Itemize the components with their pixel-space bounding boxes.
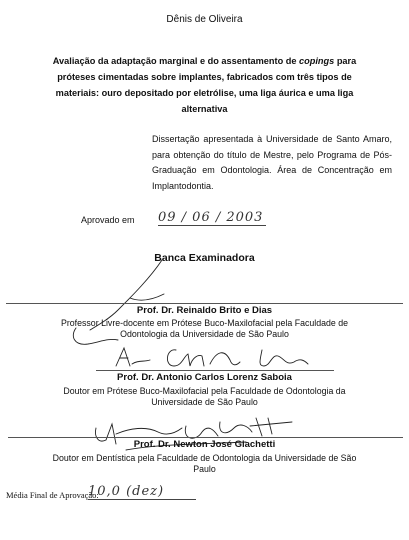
signature-line-2 — [96, 370, 334, 371]
examiner-3-desc-line-2: Paulo — [193, 464, 216, 474]
signature-line-1 — [6, 303, 403, 304]
thesis-title — [18, 53, 391, 117]
approval-date: 09 / 06 / 2003 — [158, 210, 266, 226]
final-grade-label: Média Final de Aprovação: — [6, 490, 99, 500]
examiner-2-desc-line-1: Doutor em Prótese Buco-Maxilofacial pela Faculdade de Odontologia da — [63, 386, 346, 396]
title-emphasis: copings — [299, 56, 335, 66]
dissertation-statement: Dissertação apresentada à Universidade de Santo Amaro, para obtenção do título de Mestre, pelo Programa de Pós-Graduação em Odontologia. Área de Concentração em Implantodontia. — [152, 134, 392, 191]
title-line-3: materiais: ouro depositado por eletrólise, uma liga áurica e uma liga — [55, 88, 354, 98]
title-line-1: Avaliação da adaptação marginal e do assentamento de copings para — [52, 56, 357, 66]
examiner-3-name: Prof. Dr. Newton José Giachetti — [133, 439, 276, 450]
examiner-1-desc-line-2: Odontologia da Universidade de São Paulo — [120, 329, 289, 339]
examiner-2-name: Prof. Dr. Antonio Carlos Lorenz Saboia — [117, 372, 292, 383]
signature-line-3 — [8, 437, 403, 438]
committee-heading: Banca Examinadora — [154, 252, 255, 264]
author-name: Dênis de Oliveira — [166, 14, 243, 25]
title-line-4: alternativa — [181, 104, 228, 114]
examiner-1-desc-line-1: Professor Livre-docente em Prótese Buco-Maxilofacial pela Faculdade de — [60, 318, 349, 328]
examiner-1-name: Prof. Dr. Reinaldo Brito e Dias — [136, 305, 273, 316]
approval-label: Aprovado em — [81, 215, 135, 225]
signature-examiner-2 — [112, 344, 312, 372]
examiner-2-desc-line-2: Universidade de São Paulo — [151, 397, 258, 407]
examiner-3-desc-line-1: Doutor em Dentística pela Faculdade de Odontologia da Universidade de São — [52, 453, 357, 463]
final-grade-value: 10,0 (dez) — [88, 484, 196, 500]
title-line-2: próteses cimentadas sobre implantes, fabricados com três tipos de — [57, 72, 352, 82]
